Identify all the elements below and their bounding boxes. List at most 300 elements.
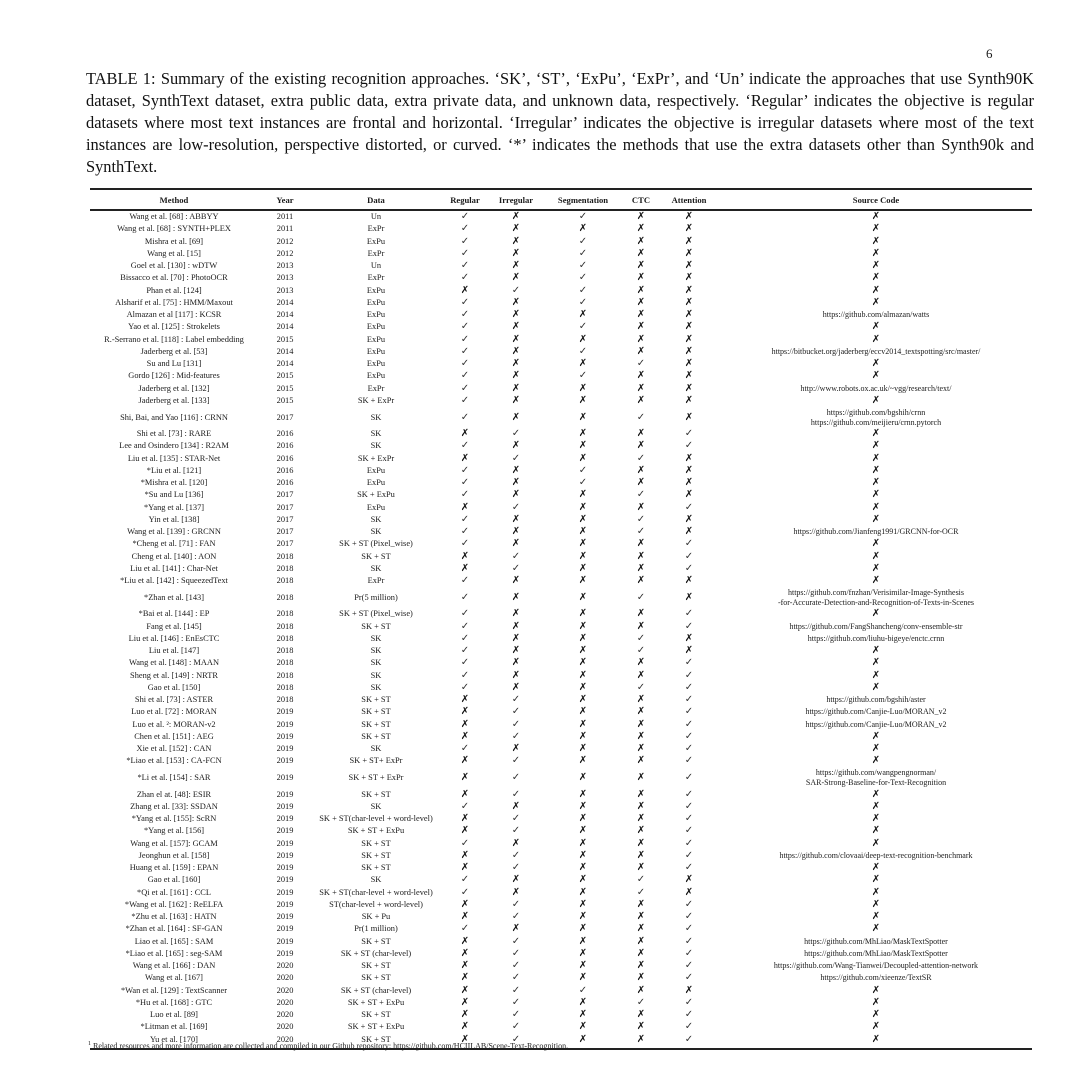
regular-cell xyxy=(440,358,490,370)
check-icon: ✓ xyxy=(684,743,694,754)
cross-icon: ✗ xyxy=(684,452,694,464)
source-code-link[interactable]: https://github.com/FangShancheng/conv-ensemble-str xyxy=(789,621,963,631)
ctc-cell xyxy=(624,911,658,923)
irregular-cell xyxy=(490,297,542,309)
check-icon: ✓ xyxy=(511,984,521,996)
cross-icon: ✗ xyxy=(578,960,588,971)
source-code-link[interactable]: https://github.com/Canjie-Luo/MORAN_v2 xyxy=(805,707,947,717)
cross-icon: ✗ xyxy=(684,211,694,222)
cross-icon: ✗ xyxy=(511,489,521,501)
irregular-cell xyxy=(490,1009,542,1021)
data-cell: SK + ExPr xyxy=(357,395,395,405)
source-code-link[interactable]: SAR-Strong-Baseline-for-Text-Recognition xyxy=(805,778,947,787)
cross-icon: ✗ xyxy=(578,575,588,586)
data-cell: SK + ST (char-level) xyxy=(340,985,412,995)
source-code-cell xyxy=(720,997,1032,1009)
source-code-cell xyxy=(720,297,1032,309)
cross-icon: ✗ xyxy=(636,211,646,222)
cross-icon: ✗ xyxy=(636,837,646,849)
irregular-cell xyxy=(490,489,542,501)
ctc-cell xyxy=(624,285,658,297)
check-icon: ✓ xyxy=(684,562,694,574)
method-cell: *Mishra et al. [120] xyxy=(140,478,208,487)
ctc-cell xyxy=(624,260,658,272)
check-icon: ✓ xyxy=(460,681,470,693)
source-code-cell xyxy=(720,248,1032,260)
cross-icon: ✗ xyxy=(460,706,470,718)
cross-icon: ✗ xyxy=(684,632,694,644)
ctc-cell xyxy=(624,272,658,284)
cross-icon: ✗ xyxy=(578,513,588,525)
attention-cell xyxy=(658,321,720,333)
check-icon: ✓ xyxy=(511,562,521,574)
regular-cell xyxy=(440,682,490,694)
table-row xyxy=(90,502,1032,514)
source-code-cell xyxy=(720,383,1032,395)
table-row xyxy=(90,755,1032,767)
table-row xyxy=(90,489,1032,501)
regular-cell xyxy=(440,850,490,862)
cross-icon: ✗ xyxy=(460,718,470,730)
attention-cell xyxy=(658,587,720,608)
ctc-cell xyxy=(624,440,658,452)
cross-icon: ✗ xyxy=(871,911,881,923)
check-icon: ✓ xyxy=(578,296,588,308)
method-cell: Gao et al. [160] xyxy=(147,875,201,885)
table-row xyxy=(90,936,1032,948)
method-cell: Mishra et al. [69] xyxy=(144,236,204,246)
check-icon: ✓ xyxy=(460,345,470,357)
cross-icon: ✗ xyxy=(684,886,694,898)
method-cell: Chen et al. [151] : AEG xyxy=(134,731,214,741)
cross-icon: ✗ xyxy=(636,394,646,406)
source-code-link[interactable]: https://github.com/bgshih/crnn xyxy=(826,407,926,417)
check-icon: ✓ xyxy=(578,370,588,382)
cross-icon: ✗ xyxy=(578,718,588,730)
irregular-cell xyxy=(490,309,542,321)
cross-icon: ✗ xyxy=(871,837,881,849)
attention-cell xyxy=(658,743,720,755)
irregular-cell xyxy=(490,346,542,358)
cross-icon: ✗ xyxy=(511,223,521,235)
cross-icon: ✗ xyxy=(636,272,646,284)
table-row xyxy=(90,297,1032,309)
year-cell: 2018 xyxy=(276,695,294,704)
table-row xyxy=(90,395,1032,407)
year-cell: 2020 xyxy=(276,961,294,970)
check-icon: ✓ xyxy=(684,538,694,550)
cross-icon: ✗ xyxy=(636,772,646,783)
source-code-link[interactable]: https://github.com/almazan/watts xyxy=(822,310,930,320)
table-row xyxy=(90,743,1032,755)
table-row xyxy=(90,440,1032,452)
data-cell: SK xyxy=(370,744,382,753)
source-code-link[interactable]: https://github.com/Wang-Tianwei/Decoupled-attention-network xyxy=(773,961,979,971)
data-cell: ExPu xyxy=(366,310,386,319)
cross-icon: ✗ xyxy=(460,1021,470,1033)
cross-icon: ✗ xyxy=(511,358,521,369)
check-icon: ✓ xyxy=(684,862,694,873)
method-cell: Huang et al. [159] : EPAN xyxy=(129,863,219,872)
source-code-link[interactable]: https://github.com/meijieru/crnn.pytorch xyxy=(810,417,942,427)
check-icon: ✓ xyxy=(636,874,646,886)
data-cell: ExPu xyxy=(366,322,386,332)
cross-icon: ✗ xyxy=(871,235,881,247)
regular-cell xyxy=(440,236,490,248)
irregular-cell xyxy=(490,248,542,260)
ctc-cell xyxy=(624,850,658,862)
ctc-cell xyxy=(624,706,658,718)
source-code-cell xyxy=(720,874,1032,886)
data-cell: SK + ST xyxy=(361,838,391,848)
irregular-cell xyxy=(490,911,542,923)
year-cell: 2019 xyxy=(276,936,294,946)
data-cell: SK + ST + ExPu xyxy=(347,1022,405,1032)
attention-cell xyxy=(658,985,720,997)
method-cell: *Liao et al. [153] : CA-FCN xyxy=(126,756,222,766)
method-cell: Wang et al. [148] : MAAN xyxy=(128,658,220,668)
regular-cell xyxy=(440,997,490,1009)
cross-icon: ✗ xyxy=(871,886,881,898)
irregular-cell xyxy=(490,972,542,984)
ctc-cell xyxy=(624,948,658,960)
source-code-cell xyxy=(720,428,1032,440)
cross-icon: ✗ xyxy=(636,972,646,984)
method-cell: *Wang et al. [162] : ReELFA xyxy=(124,899,224,909)
irregular-cell xyxy=(490,657,542,669)
segmentation-cell xyxy=(542,395,624,407)
check-icon: ✓ xyxy=(460,260,470,271)
year-cell: 2012 xyxy=(276,236,294,246)
ctc-cell xyxy=(624,370,658,382)
year-cell: 2015 xyxy=(276,371,294,381)
ctc-cell xyxy=(624,297,658,309)
attention-cell xyxy=(658,309,720,321)
check-icon: ✓ xyxy=(684,923,694,935)
table-row xyxy=(90,526,1032,538)
source-code-cell xyxy=(720,453,1032,465)
cross-icon: ✗ xyxy=(871,996,881,1008)
table-row xyxy=(90,621,1032,633)
attention-cell xyxy=(658,358,720,370)
cross-icon: ✗ xyxy=(460,996,470,1008)
cross-icon: ✗ xyxy=(578,452,588,464)
check-icon: ✓ xyxy=(511,825,521,837)
irregular-cell xyxy=(490,285,542,297)
check-icon: ✓ xyxy=(578,345,588,357)
data-cell: SK + ST (Pixel_wise) xyxy=(339,539,413,549)
method-cell: Almazan et al [117] : KCSR xyxy=(126,310,222,319)
attention-cell xyxy=(658,346,720,358)
segmentation-cell xyxy=(542,563,624,575)
cross-icon: ✗ xyxy=(871,730,881,742)
cross-icon: ✗ xyxy=(578,694,588,705)
page-number: 6 xyxy=(986,46,993,61)
segmentation-cell xyxy=(542,825,624,837)
source-code-cell xyxy=(720,358,1032,370)
regular-cell xyxy=(440,874,490,886)
cross-icon: ✗ xyxy=(636,309,646,320)
attention-cell xyxy=(658,526,720,538)
table-row xyxy=(90,706,1032,718)
check-icon: ✓ xyxy=(511,1033,521,1045)
ctc-cell xyxy=(624,477,658,489)
check-icon: ✓ xyxy=(511,947,521,959)
column-header-irregular: Irregular xyxy=(490,189,542,210)
cross-icon: ✗ xyxy=(578,309,588,320)
source-code-cell xyxy=(720,706,1032,718)
year-cell: 2019 xyxy=(276,850,294,860)
method-cell: Yin et al. [138] xyxy=(148,514,200,524)
cross-icon: ✗ xyxy=(578,632,588,644)
cross-icon: ✗ xyxy=(511,608,521,620)
cross-icon: ✗ xyxy=(871,1009,881,1021)
check-icon: ✓ xyxy=(460,440,470,452)
table-row xyxy=(90,731,1032,743)
segmentation-cell xyxy=(542,694,624,706)
footnote xyxy=(88,1041,568,1051)
table-row xyxy=(90,972,1032,984)
regular-cell xyxy=(440,960,490,972)
attention-cell xyxy=(658,407,720,428)
irregular-cell xyxy=(490,334,542,346)
irregular-cell xyxy=(490,383,542,395)
regular-cell xyxy=(440,575,490,587)
cross-icon: ✗ xyxy=(871,440,881,452)
cross-icon: ✗ xyxy=(684,272,694,284)
source-code-link[interactable]: http://www.robots.ox.ac.uk/~vgg/research/text/ xyxy=(800,383,952,393)
attention-cell xyxy=(658,538,720,550)
table-row xyxy=(90,272,1032,284)
source-code-link[interactable]: https://github.com/Jianfeng1991/GRCNN-for-OCR xyxy=(793,527,959,537)
cross-icon: ✗ xyxy=(578,886,588,898)
footnote-marker: 1 xyxy=(88,1041,91,1047)
source-code-cell xyxy=(720,575,1032,587)
source-code-link[interactable]: https://github.com/MhLiao/MaskTextSpotter xyxy=(804,936,948,946)
regular-cell xyxy=(440,911,490,923)
cross-icon: ✗ xyxy=(511,886,521,898)
cross-icon: ✗ xyxy=(871,223,881,235)
method-cell: Zhan el at. [48]: ESIR xyxy=(136,789,212,799)
cross-icon: ✗ xyxy=(460,284,470,296)
attention-cell xyxy=(658,862,720,874)
cross-icon: ✗ xyxy=(636,898,646,910)
cross-icon: ✗ xyxy=(871,669,881,681)
irregular-cell xyxy=(490,694,542,706)
source-code-link[interactable]: https://bitbucket.org/jaderberg/eccv2014_textspotting/src/master/ xyxy=(771,346,981,356)
cross-icon: ✗ xyxy=(871,272,881,284)
data-cell: ExPr xyxy=(367,224,385,234)
irregular-cell xyxy=(490,719,542,731)
ctc-cell xyxy=(624,383,658,395)
attention-cell xyxy=(658,768,720,789)
ctc-cell xyxy=(624,972,658,984)
cross-icon: ✗ xyxy=(578,911,588,922)
cross-icon: ✗ xyxy=(511,657,521,669)
cross-icon: ✗ xyxy=(578,800,588,812)
cross-icon: ✗ xyxy=(578,526,588,537)
source-code-link[interactable]: -for-Accurate-Detection-and-Recognition-of-Texts-in-Scenes xyxy=(777,597,975,607)
regular-cell xyxy=(440,1009,490,1021)
check-icon: ✓ xyxy=(684,440,694,452)
data-cell: SK + ST xyxy=(361,863,391,872)
cross-icon: ✗ xyxy=(636,345,646,357)
regular-cell xyxy=(440,645,490,657)
cross-icon: ✗ xyxy=(460,911,470,922)
regular-cell xyxy=(440,248,490,260)
ctc-cell xyxy=(624,997,658,1009)
segmentation-cell xyxy=(542,670,624,682)
source-code-link[interactable]: https://github.com/fnzhan/Verisimilar-Image-Synthesis xyxy=(787,587,965,597)
ctc-cell xyxy=(624,838,658,850)
check-icon: ✓ xyxy=(460,591,470,603)
cross-icon: ✗ xyxy=(460,935,470,947)
segmentation-cell xyxy=(542,621,624,633)
check-icon: ✓ xyxy=(511,755,521,767)
method-cell: Alsharif et al. [75] : HMM/Maxout xyxy=(115,297,233,307)
irregular-cell xyxy=(490,838,542,850)
cross-icon: ✗ xyxy=(578,428,588,439)
year-cell: 2018 xyxy=(276,563,294,573)
year-cell: 2011 xyxy=(276,224,294,234)
data-cell: ExPu xyxy=(366,236,386,246)
segmentation-cell xyxy=(542,370,624,382)
regular-cell xyxy=(440,223,490,235)
data-cell: ExPu xyxy=(366,478,386,487)
cross-icon: ✗ xyxy=(684,526,694,537)
column-header-data: Data xyxy=(312,189,440,210)
irregular-cell xyxy=(490,948,542,960)
year-cell: 2019 xyxy=(276,744,294,753)
source-code-cell xyxy=(720,551,1032,563)
regular-cell xyxy=(440,948,490,960)
table-row xyxy=(90,719,1032,731)
cross-icon: ✗ xyxy=(636,984,646,996)
regular-cell xyxy=(440,743,490,755)
check-icon: ✓ xyxy=(460,296,470,308)
data-cell: SK + Pu xyxy=(361,912,391,921)
ctc-cell xyxy=(624,755,658,767)
table-caption: TABLE 1: Summary of the existing recognition approaches. ‘SK’, ‘ST’, ‘ExPu’, ‘ExPr’, and ‘Un’ indicate the approaches that use Synth90K dataset, SynthText dataset, extra public data, extra private data, and unknown data, respectively. ‘Regular’ indicates the objective is regular datasets where most text instances are frontal and horizontal. ‘Irregular’ indicates the objective is irregular datasets where most of the text instances are low-resolution, perspective distorted, or curved. ‘*’ indicates the methods that use the extra datasets other than Synth90k and SynthText. xyxy=(86,69,1034,176)
check-icon: ✓ xyxy=(684,1009,694,1020)
cross-icon: ✗ xyxy=(578,862,588,873)
cross-icon: ✗ xyxy=(636,550,646,562)
ctc-cell xyxy=(624,887,658,899)
attention-cell xyxy=(658,248,720,260)
regular-cell xyxy=(440,502,490,514)
check-icon: ✓ xyxy=(460,477,470,488)
attention-cell xyxy=(658,297,720,309)
method-cell: *Yang et al. [137] xyxy=(143,502,205,512)
regular-cell xyxy=(440,260,490,272)
method-cell: Luo et al. [89] xyxy=(150,1010,198,1019)
check-icon: ✓ xyxy=(511,452,521,464)
source-code-link[interactable]: https://github.com/Canjie-Luo/MORAN_v2 xyxy=(805,719,947,729)
ctc-cell xyxy=(624,1034,658,1048)
data-cell: Un xyxy=(370,261,382,270)
table-row xyxy=(90,587,1032,608)
check-icon: ✓ xyxy=(684,657,694,669)
table-row xyxy=(90,358,1032,370)
cross-icon: ✗ xyxy=(871,260,881,272)
regular-cell xyxy=(440,1021,490,1033)
source-code-cell xyxy=(720,526,1032,538)
table-row xyxy=(90,887,1032,899)
cross-icon: ✗ xyxy=(636,694,646,705)
check-icon: ✓ xyxy=(460,575,470,586)
check-icon: ✓ xyxy=(636,489,646,501)
source-code-link[interactable]: https://github.com/wangpengnorman/ xyxy=(815,768,937,777)
table-row xyxy=(90,985,1032,997)
segmentation-cell xyxy=(542,899,624,911)
cross-icon: ✗ xyxy=(684,874,694,886)
irregular-cell xyxy=(490,260,542,272)
check-icon: ✓ xyxy=(684,428,694,439)
cross-icon: ✗ xyxy=(578,440,588,452)
cross-icon: ✗ xyxy=(636,608,646,620)
cross-icon: ✗ xyxy=(871,550,881,562)
source-code-link[interactable]: https://github.com/liuhu-bigeye/enctc.crnn xyxy=(807,633,945,643)
data-cell: SK + ExPu xyxy=(357,490,395,500)
check-icon: ✓ xyxy=(511,1021,521,1033)
source-code-cell xyxy=(720,985,1032,997)
source-code-link[interactable]: https://github.com/clovaai/deep-text-recognition-benchmark xyxy=(779,850,973,860)
cross-icon: ✗ xyxy=(578,935,588,947)
cross-icon: ✗ xyxy=(871,321,881,333)
data-cell: SK xyxy=(370,527,382,536)
cross-icon: ✗ xyxy=(578,382,588,394)
segmentation-cell xyxy=(542,743,624,755)
irregular-cell xyxy=(490,768,542,789)
table-row xyxy=(90,407,1032,428)
segmentation-cell xyxy=(542,248,624,260)
segmentation-cell xyxy=(542,1021,624,1033)
segmentation-cell xyxy=(542,789,624,801)
source-code-link[interactable]: https://github.com/MhLiao/MaskTextSpotter xyxy=(804,948,948,958)
check-icon: ✓ xyxy=(460,223,470,235)
cross-icon: ✗ xyxy=(871,333,881,345)
cross-icon: ✗ xyxy=(636,935,646,947)
check-icon: ✓ xyxy=(460,800,470,812)
regular-cell xyxy=(440,395,490,407)
segmentation-cell xyxy=(542,923,624,935)
cross-icon: ✗ xyxy=(511,743,521,754)
check-icon: ✓ xyxy=(578,260,588,271)
regular-cell xyxy=(440,383,490,395)
cross-icon: ✗ xyxy=(684,394,694,406)
data-cell: SK xyxy=(370,441,382,451)
method-cell: *Liu et al. [142] : SqueezedText xyxy=(120,576,228,585)
segmentation-cell xyxy=(542,645,624,657)
cross-icon: ✗ xyxy=(511,923,521,935)
cross-icon: ✗ xyxy=(511,800,521,812)
table-row xyxy=(90,575,1032,587)
check-icon: ✓ xyxy=(684,1021,694,1033)
source-code-link[interactable]: https://github.com/xieenze/TextSR xyxy=(820,973,932,983)
ctc-cell xyxy=(624,670,658,682)
source-code-link[interactable]: https://github.com/bgshih/aster xyxy=(826,695,926,705)
segmentation-cell xyxy=(542,334,624,346)
year-cell: 2016 xyxy=(276,429,294,438)
cross-icon: ✗ xyxy=(578,837,588,849)
cross-icon: ✗ xyxy=(871,1033,881,1045)
source-code-cell xyxy=(720,657,1032,669)
method-cell: Lee and Osindero [134] : R2AM xyxy=(119,441,229,451)
method-cell: Wang et al. [15] xyxy=(147,248,201,258)
table-row xyxy=(90,850,1032,862)
year-cell: 2018 xyxy=(276,682,294,692)
cross-icon: ✗ xyxy=(684,309,694,320)
